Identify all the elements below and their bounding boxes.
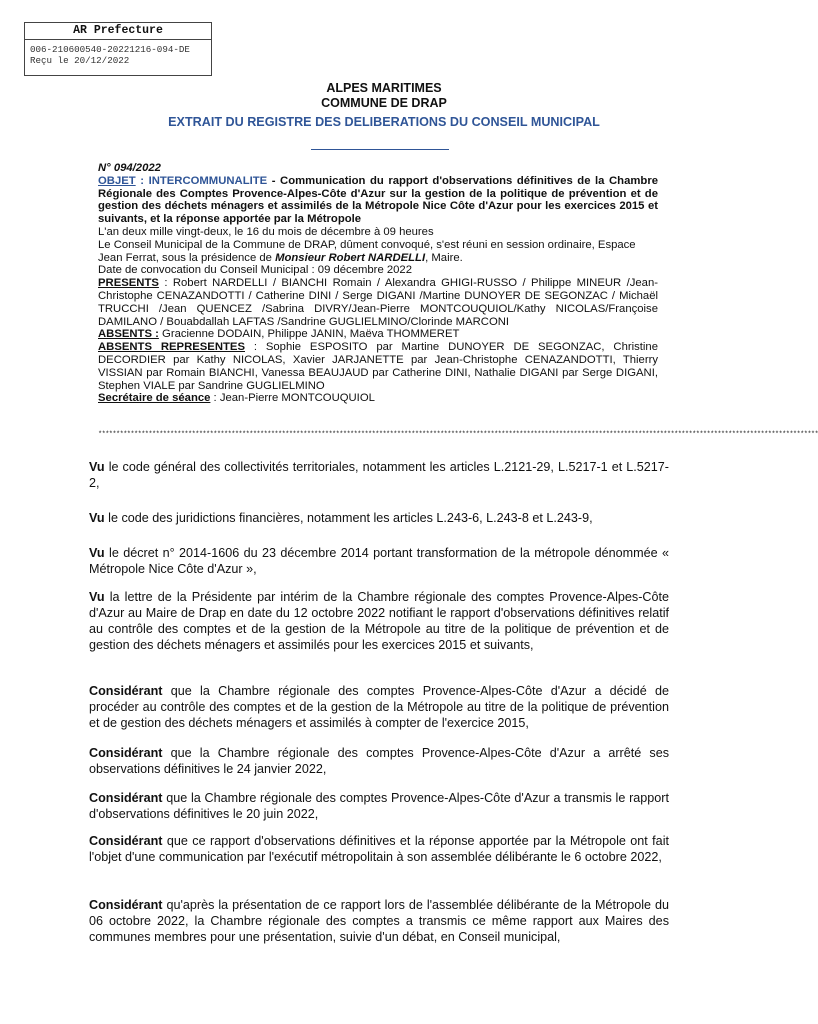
recital-5-lead: Considérant <box>89 684 163 698</box>
session-info <box>98 239 658 265</box>
recital-4-text: la lettre de la Présidente par intérim de la Chambre régionale des comptes Provence-Alpes-Côte d'Azur au Maire de Drap en date du 12 octobre 2022 notifiant le rapport d'observations définitives relatif au contrôle des comptes et de la gestion de la Métropole au titre de la politique de prévention et de gestion des déchets ménagers et assimilés pour les exercices 2015 et suivants, <box>89 590 669 652</box>
secretary <box>98 392 658 405</box>
subject-category: INTERCOMMUNALITE <box>148 174 268 187</box>
recital-5-text: que la Chambre régionale des comptes Provence-Alpes-Côte d'Azur a décidé de procéder au contrôle des comptes et de la gestion de la Métropole au titre de la politique de prévention et de gestion des déchets ménagers et assimilés à compter de l'exercice 2015, <box>89 684 669 730</box>
absents-label: ABSENTS : <box>98 328 159 341</box>
deliberation-number: N° 094/2022 <box>98 162 161 174</box>
presents-label: PRESENTS <box>98 277 159 290</box>
recital-6-lead: Considérant <box>89 746 163 760</box>
separator-stars: ******************************************************************************************************************************************************************************************************** <box>98 431 818 439</box>
prefecture-stamp <box>24 22 212 76</box>
recital-7 <box>89 790 669 822</box>
deliberation-meta <box>98 162 658 405</box>
recital-3-lead: Vu <box>89 546 105 560</box>
recital-6-text: que la Chambre régionale des comptes Provence-Alpes-Côte d'Azur a arrêté ses observations définitives le 24 janvier 2022, <box>89 746 669 776</box>
stamp-reference: 006-210600540-20221216-094-DE <box>30 44 190 55</box>
represented-names: : Sophie ESPOSITO par Martine DUNOYER DE SEGONZAC, Christine DECORDIER par Kathy NICOLAS, Xavier JARJANETTE par Jean-Christophe CENAZANDOTTI, Thierry VISSIAN par Romain BIANCHI, Vanessa BEAUJAUD par Catherine DINI, Nathalie DIGANI par Serge DIGANI, Stephen VIALE par Sandrine GUGLIELMINO <box>98 341 658 392</box>
recital-3-text: le décret n° 2014-1606 du 23 décembre 2014 portant transformation de la métropole dénommée « Métropole Nice Côte d'Azur », <box>89 546 669 576</box>
stamp-details <box>24 40 212 76</box>
recital-6 <box>89 745 669 777</box>
recital-9-lead: Considérant <box>89 898 163 912</box>
absents-names: Gracienne DODAIN, Philippe JANIN, Maëva THOMMERET <box>158 328 460 341</box>
recital-2-text: le code des juridictions financières, notamment les articles L.243-6, L.243-8 et L.243-9, <box>104 511 593 525</box>
convocation-date: Date de convocation du Conseil Municipal : 09 décembre 2022 <box>98 264 412 277</box>
subject-label: OBJET <box>98 174 136 187</box>
presents-list <box>98 277 658 328</box>
recital-2 <box>89 510 669 526</box>
represented-list <box>98 341 658 392</box>
stamp-received-date: Reçu le 20/12/2022 <box>30 55 130 66</box>
recital-9-text: qu'après la présentation de ce rapport lors de l'assemblée délibérante de la Métropole du 06 octobre 2022, la Chambre régionale des comptes a transmis ce même rapport aux Maires des communes membres pour une présentation, suivie d'un débat, en Conseil municipal, <box>89 898 669 944</box>
absents-list <box>98 328 658 341</box>
president-name: Monsieur Robert NARDELLI <box>275 251 426 264</box>
stamp-title: AR Prefecture <box>24 22 212 40</box>
subject-text: - Communication du rapport d'observations définitives de la Chambre Régionale des Comptes Provence-Alpes-Côte d'Azur sur la gestion de la politique de prévention et de gestion des déchets ménagers et assimilés de la Métropole Nice Côte d'Azur pour les exercices 2015 et suivants, et la réponse apportée par la Métropole <box>98 174 658 226</box>
presents-names: : Robert NARDELLI / BIANCHI Romain / Alexandra GHIGI-RUSSO / Philippe MINEUR /Jean-Christophe CENAZANDOTTI / Catherine DINI / Serge DIGANI /Martine DUNOYER DE SEGONZAC / Michaël TRUCCHI /Jean QUENCEZ /Sabrina DIVRY/Jean-Pierre MONTCOUQUIOL/Kathy NICOLAS/Françoise DAMILANO / Bouabdallah LAFTAS /Sandrine GUGLIELMINO/Clorinde MARCONI <box>98 277 658 328</box>
session-date: L'an deux mille vingt-deux, le 16 du mois de décembre à 09 heures <box>98 225 434 238</box>
recital-4 <box>89 589 669 653</box>
register-title: EXTRAIT DU REGISTRE DES DELIBERATIONS DU CONSEIL MUNICIPAL <box>168 115 600 129</box>
recital-7-text: que la Chambre régionale des comptes Provence-Alpes-Côte d'Azur a transmis le rapport d'observations définitives le 20 juin 2022, <box>89 791 669 821</box>
recital-1-text: le code général des collectivités territoriales, notamment les articles L.2121-29, L.5217-1 et L.5217-2, <box>89 460 669 490</box>
commune-title: COMMUNE DE DRAP <box>321 96 447 110</box>
secretary-name: : Jean-Pierre MONTCOUQUIOL <box>210 392 375 405</box>
recital-2-lead: Vu <box>89 511 105 525</box>
recital-9 <box>89 897 669 945</box>
session-info-text: Le Conseil Municipal de la Commune de DRAP, dûment convoqué, s'est réuni en session ordinaire, Espace Jean Ferrat, sous la présidence de <box>98 238 636 264</box>
department-title: ALPES MARITIMES <box>326 81 442 95</box>
session-info-end: , Maire. <box>425 251 463 264</box>
deliberation-subject <box>98 175 658 226</box>
title-underline <box>311 149 449 150</box>
recital-1 <box>89 459 669 491</box>
recital-8-text: que ce rapport d'observations définitives et la réponse apportée par la Métropole ont fait l'objet d'une communication par l'exécutif métropolitain à son assemblée délibérante le 6 octobre 2022, <box>89 834 669 864</box>
recital-8 <box>89 833 669 865</box>
recital-7-lead: Considérant <box>89 791 163 805</box>
subject-separator: : <box>135 174 149 187</box>
recital-3 <box>89 545 669 577</box>
recital-8-lead: Considérant <box>89 834 163 848</box>
recital-1-lead: Vu <box>89 460 105 474</box>
recital-4-lead: Vu <box>89 590 105 604</box>
secretary-label: Secrétaire de séance <box>98 392 211 405</box>
recital-5 <box>89 683 669 731</box>
represented-label: ABSENTS REPRESENTES <box>98 341 245 354</box>
